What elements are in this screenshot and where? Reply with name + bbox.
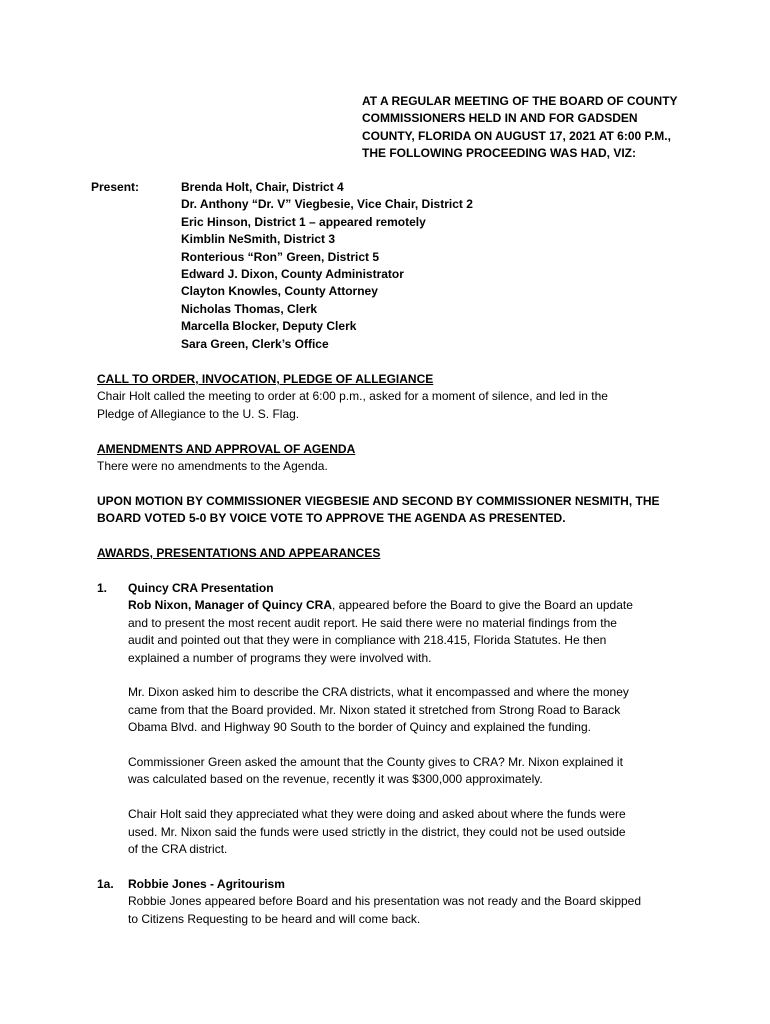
header-line: COMMISSIONERS HELD IN AND FOR GADSDEN xyxy=(362,111,638,126)
paragraph-line: audit and pointed out that they were in compliance with 218.415, Florida Statutes. He then xyxy=(128,633,607,648)
attendee: Kimblin NeSmith, District 3 xyxy=(181,232,336,247)
attendee: Brenda Holt, Chair, District 4 xyxy=(181,180,344,194)
paragraph-line: Commissioner Green asked the amount that the County gives to CRA? Mr. Nixon explained it xyxy=(128,755,623,770)
presenter-name: Rob Nixon, Manager of Quincy CRA xyxy=(128,598,333,613)
attendee: Clayton Knowles, County Attorney xyxy=(181,284,378,299)
paragraph-line: Chair Holt said they appreciated what they were doing and asked about where the funds were xyxy=(128,807,626,822)
item-title: Quincy CRA Presentation xyxy=(128,581,274,595)
attendee: Sara Green, Clerk’s Office xyxy=(181,336,329,351)
item-title: Robbie Jones - Agritourism xyxy=(128,877,285,891)
attendee: Marcella Blocker, Deputy Clerk xyxy=(181,319,357,334)
meeting-header xyxy=(362,93,692,163)
amendments-section xyxy=(97,441,667,476)
section-paragraph xyxy=(97,388,667,423)
paragraph-line: Obama Blvd. and Highway 90 South to the border of Quincy and explained the funding. xyxy=(128,720,591,735)
attendee-list xyxy=(181,179,473,353)
attendee: Edward J. Dixon, County Administrator xyxy=(181,267,404,282)
paragraph-line: and to present the most recent audit report. He said there were no material findings from the xyxy=(128,615,617,630)
paragraph-text: , appeared before the Board to give the Board an update xyxy=(332,598,633,613)
header-line: AT A REGULAR MEETING OF THE BOARD OF COUNTY xyxy=(362,94,678,108)
attendee: Nicholas Thomas, Clerk xyxy=(181,301,318,316)
header-line: COUNTY, FLORIDA ON AUGUST 17, 2021 AT 6:00 P.M., xyxy=(362,128,671,143)
section-heading: AMENDMENTS AND APPROVAL OF AGENDA xyxy=(97,442,356,456)
paragraph-line: used. Mr. Nixon said the funds were used strictly in the district, they could not be used outside xyxy=(128,824,626,839)
motion-line: BOARD VOTED 5-0 BY VOICE VOTE TO APPROVE THE AGENDA AS PRESENTED. xyxy=(97,511,566,526)
header-line: THE FOLLOWING PROCEEDING WAS HAD, VIZ: xyxy=(362,146,636,161)
awards-section xyxy=(97,545,667,562)
motion-statement xyxy=(97,493,667,528)
paragraph-line: Robbie Jones appeared before Board and his presentation was not ready and the Board skipped xyxy=(128,894,642,909)
paragraph-line: Pledge of Allegiance to the U. S. Flag. xyxy=(97,406,300,421)
paragraph-line: explained a number of programs they were involved with. xyxy=(128,650,432,665)
call-to-order-section xyxy=(97,371,667,423)
item-number: 1. xyxy=(97,581,108,595)
attendee: Dr. Anthony “Dr. V” Viegbesie, Vice Chair, District 2 xyxy=(181,197,473,212)
present-label: Present: xyxy=(91,180,140,194)
section-heading: AWARDS, PRESENTATIONS AND APPEARANCES xyxy=(97,546,381,560)
paragraph-line: Chair Holt called the meeting to order at 6:00 p.m., asked for a moment of silence, and led in the xyxy=(97,389,608,404)
paragraph-line: was calculated based on the revenue, recently it was $300,000 approximately. xyxy=(128,772,543,787)
item-number: 1a. xyxy=(97,877,114,891)
agenda-item-quincy-cra xyxy=(128,580,688,858)
paragraph-line: to Citizens Requesting to be heard and will come back. xyxy=(128,911,421,926)
section-paragraph xyxy=(97,458,667,475)
paragraph-line xyxy=(128,597,688,614)
agenda-item-agritourism xyxy=(128,876,688,928)
paragraph-line: Mr. Dixon asked him to describe the CRA districts, what it encompassed and where the money xyxy=(128,685,629,700)
attendee: Ronterious “Ron” Green, District 5 xyxy=(181,249,380,264)
paragraph-line: came from that the Board provided. Mr. Nixon stated it stretched from Strong Road to Barack xyxy=(128,702,621,717)
attendee: Eric Hinson, District 1 – appeared remotely xyxy=(181,214,426,229)
motion-line: UPON MOTION BY COMMISSIONER VIEGBESIE AND SECOND BY COMMISSIONER NESMITH, THE xyxy=(97,494,660,508)
paragraph-line: of the CRA district. xyxy=(128,842,228,857)
section-heading: CALL TO ORDER, INVOCATION, PLEDGE OF ALLEGIANCE xyxy=(97,372,434,386)
paragraph-line: There were no amendments to the Agenda. xyxy=(97,459,328,474)
